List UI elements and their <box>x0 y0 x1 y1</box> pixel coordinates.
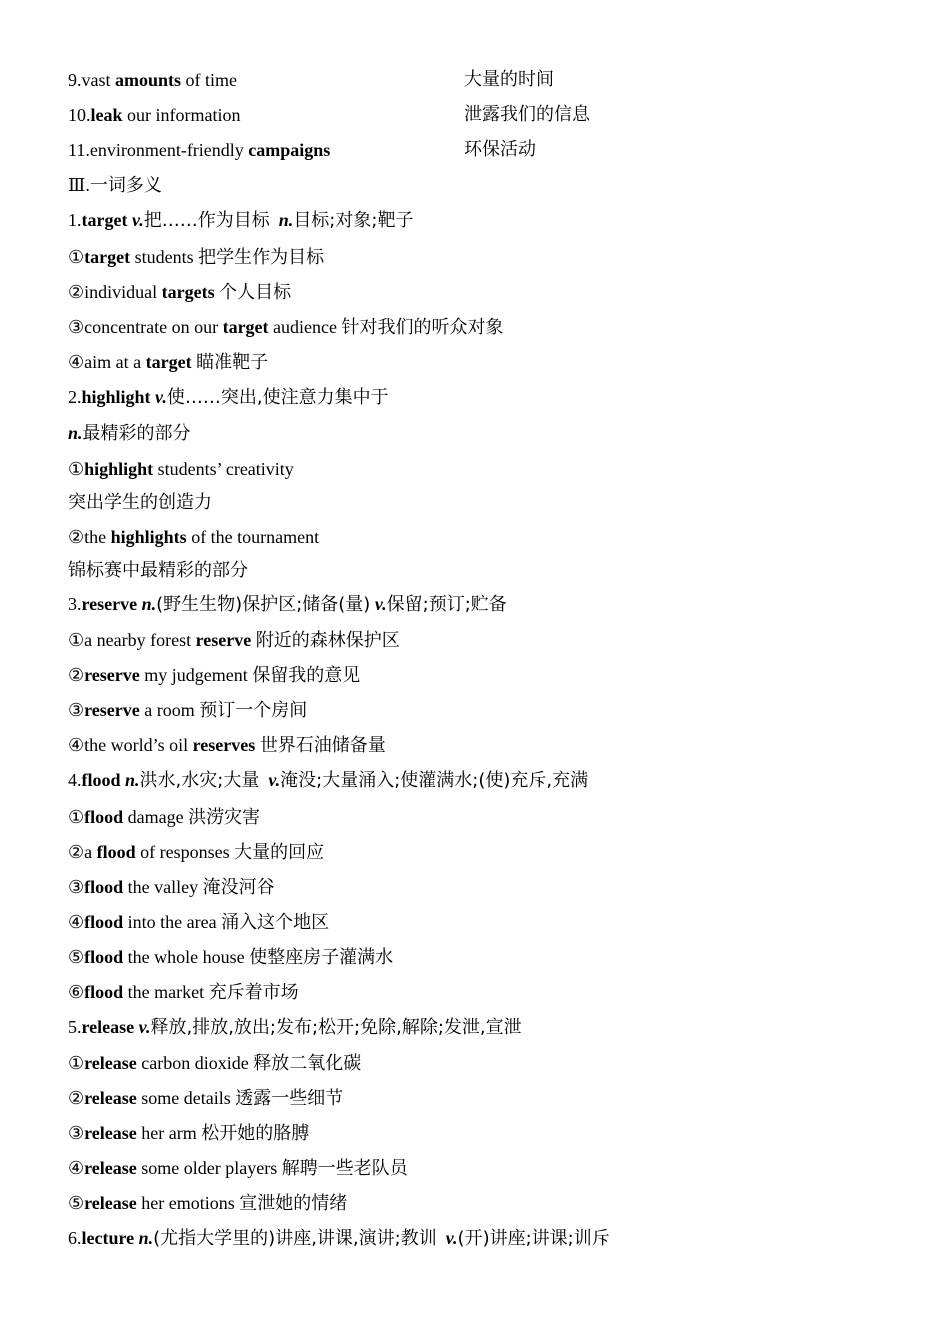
keyword: flood <box>84 982 124 1002</box>
circled-number: ② <box>68 1088 85 1108</box>
example-text: damage <box>123 807 189 827</box>
circled-number: ② <box>68 842 85 862</box>
definition: 目标;对象;靶子 <box>293 210 414 231</box>
example-text: individual <box>84 282 162 302</box>
example-line <box>68 316 504 339</box>
headword: lecture <box>81 1228 135 1248</box>
example-text: a room <box>139 700 200 720</box>
definition: (野生生物)保护区;储备(量) <box>156 594 371 615</box>
circled-number: ⑤ <box>68 1193 85 1213</box>
example-line <box>68 806 260 829</box>
phrase-text: our information <box>122 105 241 125</box>
entry-number: 1. <box>68 210 82 230</box>
example-translation: 把学生作为目标 <box>198 247 325 268</box>
section-number: Ⅲ. <box>68 175 90 195</box>
phrase-translation: 大量的时间 <box>464 69 554 90</box>
circled-number: ③ <box>68 700 85 720</box>
item-number: 9. <box>68 70 82 90</box>
example-translation: 淹没河谷 <box>202 877 275 898</box>
example-line <box>68 1052 361 1075</box>
circled-number: ⑥ <box>68 982 85 1002</box>
example-translation: 预订一个房间 <box>199 700 308 721</box>
example-text: her emotions <box>136 1193 240 1213</box>
circled-number: ③ <box>68 1123 85 1143</box>
example-line <box>68 1087 343 1110</box>
keyword: leak <box>90 105 123 125</box>
keyword: target <box>84 247 131 267</box>
part-of-speech: v. <box>374 594 387 614</box>
example-text: my judgement <box>139 665 253 685</box>
circled-number: ⑤ <box>68 947 85 967</box>
example-line <box>68 664 360 687</box>
word-entry-reserve <box>68 593 507 616</box>
example-text: some older players <box>136 1158 282 1178</box>
phrase-translation: 泄露我们的信息 <box>464 104 590 125</box>
headword: reserve <box>81 594 138 614</box>
keyword: target <box>222 317 269 337</box>
example-text: carbon dioxide <box>136 1053 254 1073</box>
circled-number: ② <box>68 527 85 547</box>
example-translation: 透露一些细节 <box>235 1088 344 1109</box>
definition: 把……作为目标 <box>143 210 270 231</box>
example-line <box>68 1122 309 1145</box>
example-text: students’ creativity <box>153 459 294 479</box>
circled-number: ④ <box>68 735 85 755</box>
keyword: target <box>145 352 192 372</box>
example-text: aim at a <box>84 352 146 372</box>
keyword: flood <box>84 947 124 967</box>
example-translation: 涌入这个地区 <box>221 912 330 933</box>
example-text: her arm <box>136 1123 202 1143</box>
example-text: the world’s oil <box>84 735 193 755</box>
part-of-speech: v. <box>445 1228 458 1248</box>
circled-number: ① <box>68 459 85 479</box>
example-text: the valley <box>123 877 203 897</box>
circled-number: ③ <box>68 877 85 897</box>
keyword: flood <box>84 877 124 897</box>
keyword: release <box>84 1053 137 1073</box>
word-entry-release <box>68 1016 522 1039</box>
keyword: highlights <box>110 527 187 547</box>
example-translation: 世界石油储备量 <box>259 735 386 756</box>
example-line <box>68 699 307 722</box>
keyword: release <box>84 1123 137 1143</box>
example-translation: 洪涝灾害 <box>188 807 261 828</box>
definition: 洪水,水灾;大量 <box>139 770 260 791</box>
keyword: reserve <box>195 630 252 650</box>
circled-number: ① <box>68 807 85 827</box>
phrase-item <box>68 104 241 126</box>
definition: 保留;预订;贮备 <box>386 594 507 615</box>
example-line <box>68 281 291 304</box>
circled-number: ④ <box>68 1158 85 1178</box>
headword: target <box>81 210 128 230</box>
part-of-speech: n. <box>125 770 140 790</box>
example-line <box>68 526 319 548</box>
example-text: concentrate on our <box>84 317 223 337</box>
example-translation: 锦标赛中最精彩的部分 <box>68 560 248 581</box>
keyword: reserves <box>192 735 256 755</box>
example-line <box>68 911 329 934</box>
example-line <box>68 629 400 652</box>
keyword: release <box>84 1158 137 1178</box>
example-text: the whole house <box>123 947 250 967</box>
example-text: a <box>84 842 97 862</box>
phrase-item <box>68 69 237 91</box>
entry-number: 2. <box>68 387 82 407</box>
section-title: 一词多义 <box>89 175 162 196</box>
circled-number: ④ <box>68 352 85 372</box>
keyword: flood <box>84 912 124 932</box>
example-text: the <box>84 527 111 547</box>
circled-number: ② <box>68 282 85 302</box>
example-line <box>68 981 299 1004</box>
example-line <box>68 841 324 864</box>
example-line <box>68 734 386 757</box>
definition: 最精彩的部分 <box>82 423 191 444</box>
phrase-translation: 环保活动 <box>464 139 536 160</box>
example-line <box>68 458 294 480</box>
item-number: 10. <box>68 105 91 125</box>
circled-number: ① <box>68 1053 85 1073</box>
headword: highlight <box>81 387 151 407</box>
example-translation: 附近的森林保护区 <box>255 630 400 651</box>
definition: 使……突出,使注意力集中于 <box>166 387 389 408</box>
example-text: some details <box>136 1088 236 1108</box>
keyword: amounts <box>115 70 182 90</box>
example-text: students <box>130 247 199 267</box>
definition-line <box>68 422 191 445</box>
keyword: release <box>84 1088 137 1108</box>
example-translation: 保留我的意见 <box>252 665 361 686</box>
keyword: release <box>84 1193 137 1213</box>
example-translation: 瞄准靶子 <box>196 352 269 373</box>
part-of-speech: n. <box>68 423 83 443</box>
example-line <box>68 351 268 374</box>
example-translation: 宣泄她的情绪 <box>239 1193 348 1214</box>
circled-number: ③ <box>68 317 85 337</box>
example-text: of the tournament <box>186 527 320 547</box>
example-translation: 松开她的胳膊 <box>201 1123 310 1144</box>
keyword: targets <box>161 282 215 302</box>
word-entry-highlight <box>68 386 389 409</box>
example-translation: 解聘一些老队员 <box>281 1158 408 1179</box>
entry-number: 3. <box>68 594 82 614</box>
part-of-speech: v. <box>138 1017 151 1037</box>
example-text: audience <box>268 317 342 337</box>
phrase-item <box>68 139 330 161</box>
example-line <box>68 876 275 899</box>
circled-number: ① <box>68 630 85 650</box>
phrase-text: of time <box>181 70 238 90</box>
part-of-speech: v. <box>268 770 281 790</box>
phrase-text: environment-friendly <box>89 140 249 160</box>
example-line <box>68 1157 408 1180</box>
example-line <box>68 1192 347 1215</box>
entry-number: 4. <box>68 770 82 790</box>
keyword: highlight <box>84 459 154 479</box>
definition: 释放,排放,放出;发布;松开;免除,解除;发泄,宣泄 <box>150 1017 522 1038</box>
item-number: 11. <box>68 140 90 160</box>
example-translation: 个人目标 <box>219 282 292 303</box>
keyword: campaigns <box>248 140 331 160</box>
definition: (开)讲座;讲课;训斥 <box>457 1228 610 1249</box>
phrase-text: vast <box>81 70 115 90</box>
example-text: of responses <box>135 842 235 862</box>
example-translation: 突出学生的创造力 <box>68 492 212 513</box>
word-entry-flood <box>68 769 588 792</box>
example-translation: 针对我们的听众对象 <box>341 317 504 338</box>
example-text: a nearby forest <box>84 630 196 650</box>
example-text: into the area <box>123 912 222 932</box>
headword: release <box>81 1017 135 1037</box>
entry-number: 5. <box>68 1017 82 1037</box>
entry-number: 6. <box>68 1228 82 1248</box>
example-translation: 释放二氧化碳 <box>253 1053 362 1074</box>
part-of-speech: n. <box>141 594 157 614</box>
keyword: flood <box>84 807 124 827</box>
keyword: reserve <box>84 700 140 720</box>
circled-number: ④ <box>68 912 85 932</box>
example-translation: 大量的回应 <box>234 842 325 863</box>
part-of-speech: v. <box>155 387 167 407</box>
keyword: reserve <box>84 665 140 685</box>
definition: 淹没;大量涌入;使灌满水;(使)充斥,充满 <box>280 770 589 791</box>
definition: (尤指大学里的)讲座,讲课,演讲;教训 <box>153 1228 437 1249</box>
example-translation: 充斥着市场 <box>208 982 299 1003</box>
example-line <box>68 946 393 969</box>
keyword: flood <box>96 842 136 862</box>
part-of-speech: v. <box>131 210 144 230</box>
circled-number: ② <box>68 665 85 685</box>
word-entry-lecture <box>68 1227 610 1250</box>
word-entry-target <box>68 209 413 232</box>
section-heading <box>68 174 162 197</box>
example-line <box>68 246 324 269</box>
part-of-speech: n. <box>138 1228 154 1248</box>
example-text: the market <box>123 982 209 1002</box>
part-of-speech: n. <box>278 210 294 230</box>
circled-number: ① <box>68 247 85 267</box>
example-translation: 使整座房子灌满水 <box>249 947 394 968</box>
headword: flood <box>81 770 121 790</box>
